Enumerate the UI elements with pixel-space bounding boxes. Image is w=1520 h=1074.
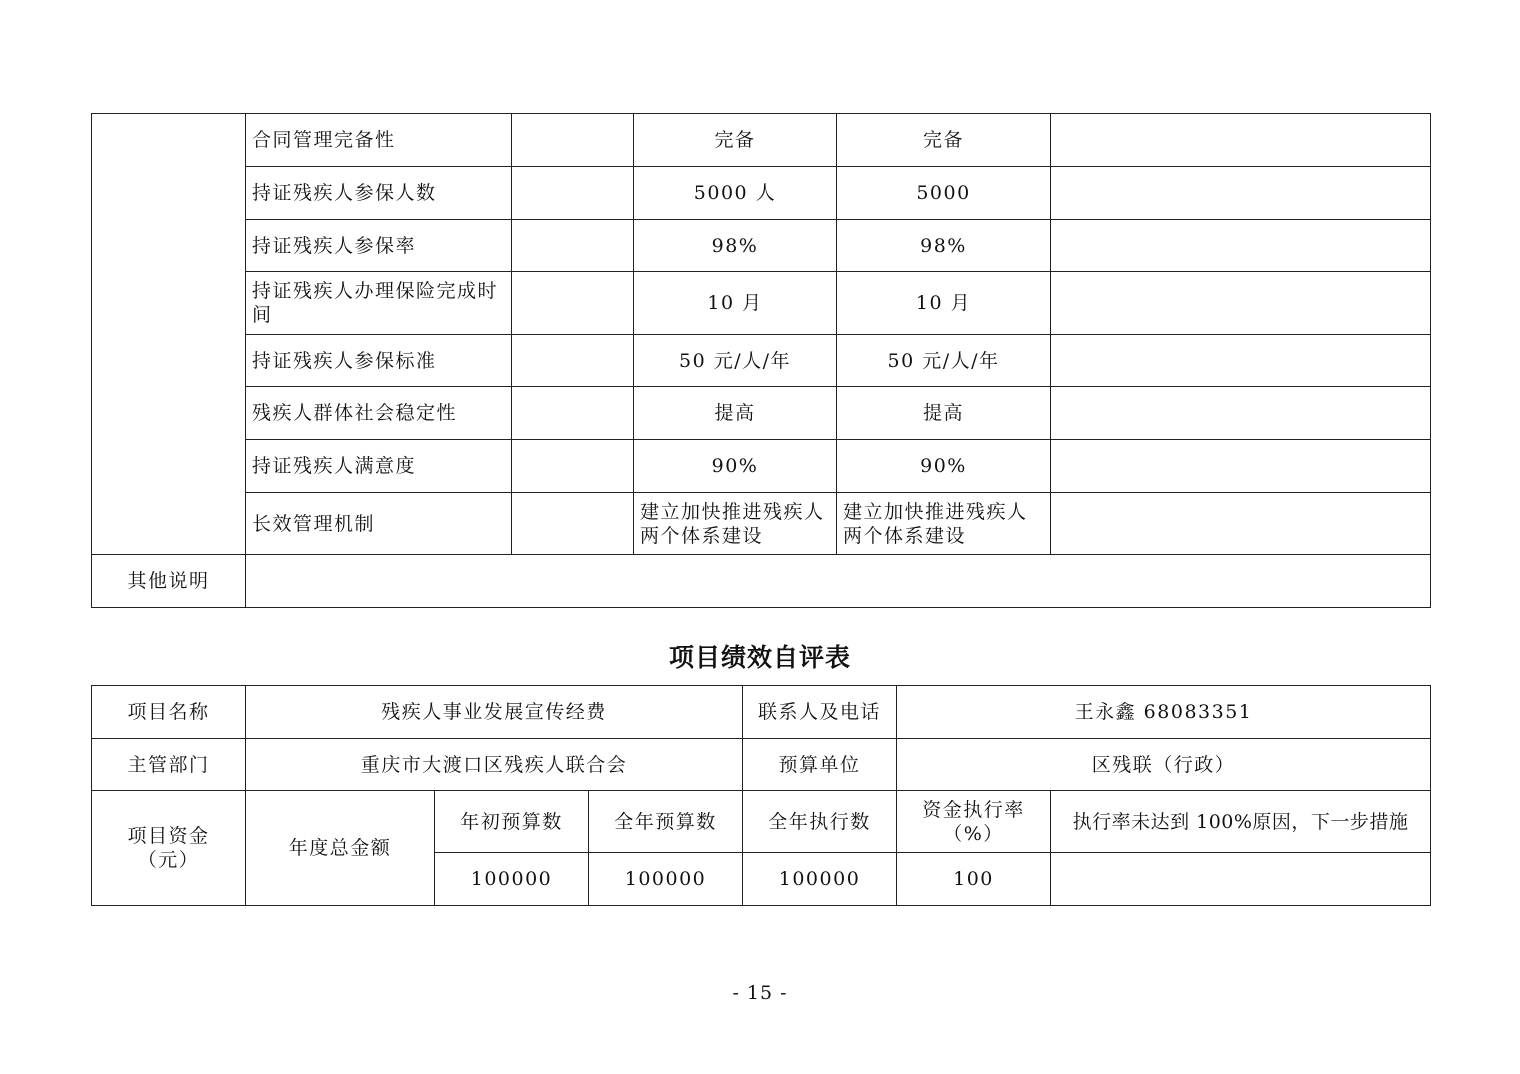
- annual-budget-value: 100000: [589, 853, 743, 906]
- empty-cell: [1051, 387, 1431, 440]
- project-name: 残疾人事业发展宣传经费: [246, 686, 743, 739]
- indicator-target: 50 元/人/年: [634, 335, 837, 387]
- self-eval-title: 项目绩效自评表: [668, 643, 851, 672]
- other-notes-label: 其他说明: [92, 555, 246, 608]
- indicator-name: 持证残疾人参保人数: [246, 167, 512, 220]
- indicator-name: 长效管理机制: [246, 493, 512, 555]
- indicator-actual: 完备: [837, 114, 1051, 167]
- indicator-name: 持证残疾人满意度: [246, 440, 512, 493]
- annual-execution-value: 100000: [743, 853, 897, 906]
- table-row: [92, 739, 1431, 791]
- table-row: [92, 387, 1431, 440]
- annual-execution-header: 全年执行数: [743, 791, 897, 853]
- table-row: [92, 440, 1431, 493]
- category-cell: [92, 114, 246, 555]
- indicator-target: 90%: [634, 440, 837, 493]
- self-eval-table: [91, 685, 1431, 906]
- execution-rate-value: 100: [897, 853, 1051, 906]
- indicator-table: [91, 113, 1431, 608]
- empty-cell: [1051, 114, 1431, 167]
- empty-cell: [1051, 167, 1431, 220]
- indicator-actual: 98%: [837, 220, 1051, 272]
- indicator-target: 98%: [634, 220, 837, 272]
- reason-value: [1051, 853, 1431, 906]
- indicator-target: 建立加快推进残疾人两个体系建设: [634, 493, 837, 555]
- indicator-name: 残疾人群体社会稳定性: [246, 387, 512, 440]
- budget-unit-label: 预算单位: [743, 739, 897, 791]
- initial-budget-value: 100000: [435, 853, 589, 906]
- empty-cell: [512, 220, 634, 272]
- table-row: [92, 791, 1431, 853]
- indicator-actual: 建立加快推进残疾人两个体系建设: [837, 493, 1051, 555]
- table-row: [92, 220, 1431, 272]
- funds-label: 项目资金（元）: [92, 791, 246, 906]
- empty-cell: [1051, 272, 1431, 335]
- empty-cell: [1051, 493, 1431, 555]
- empty-cell: [512, 114, 634, 167]
- initial-budget-header: 年初预算数: [435, 791, 589, 853]
- indicator-actual: 提高: [837, 387, 1051, 440]
- indicator-name: 持证残疾人参保率: [246, 220, 512, 272]
- contact-value: 王永鑫 68083351: [897, 686, 1431, 739]
- table-row: [92, 493, 1431, 555]
- table-row: [92, 686, 1431, 739]
- indicator-target: 10 月: [634, 272, 837, 335]
- dept-value: 重庆市大渡口区残疾人联合会: [246, 739, 743, 791]
- indicator-name: 持证残疾人参保标准: [246, 335, 512, 387]
- table-row: [92, 167, 1431, 220]
- empty-cell: [512, 440, 634, 493]
- empty-cell: [1051, 220, 1431, 272]
- annual-budget-header: 全年预算数: [589, 791, 743, 853]
- other-notes-row: [92, 555, 1431, 608]
- annual-total-label: 年度总金额: [246, 791, 435, 906]
- other-notes-value: [246, 555, 1431, 608]
- table-row: [92, 272, 1431, 335]
- execution-rate-header: 资金执行率（%）: [897, 791, 1051, 853]
- indicator-actual: 90%: [837, 440, 1051, 493]
- budget-unit-value: 区残联（行政）: [897, 739, 1431, 791]
- empty-cell: [512, 335, 634, 387]
- indicator-actual: 10 月: [837, 272, 1051, 335]
- indicator-name: 持证残疾人办理保险完成时间: [246, 272, 512, 335]
- indicator-actual: 50 元/人/年: [837, 335, 1051, 387]
- empty-cell: [1051, 335, 1431, 387]
- indicator-target: 完备: [634, 114, 837, 167]
- empty-cell: [512, 272, 634, 335]
- table-row: [92, 335, 1431, 387]
- indicator-actual: 5000: [837, 167, 1051, 220]
- indicator-target: 提高: [634, 387, 837, 440]
- table-row: [92, 114, 1431, 167]
- page-number: - 15 -: [732, 982, 788, 1004]
- empty-cell: [512, 387, 634, 440]
- reason-header: 执行率未达到 100%原因，下一步措施: [1051, 791, 1431, 853]
- empty-cell: [1051, 440, 1431, 493]
- project-name-label: 项目名称: [92, 686, 246, 739]
- contact-label: 联系人及电话: [743, 686, 897, 739]
- empty-cell: [512, 493, 634, 555]
- indicator-name: 合同管理完备性: [246, 114, 512, 167]
- empty-cell: [512, 167, 634, 220]
- dept-label: 主管部门: [92, 739, 246, 791]
- indicator-target: 5000 人: [634, 167, 837, 220]
